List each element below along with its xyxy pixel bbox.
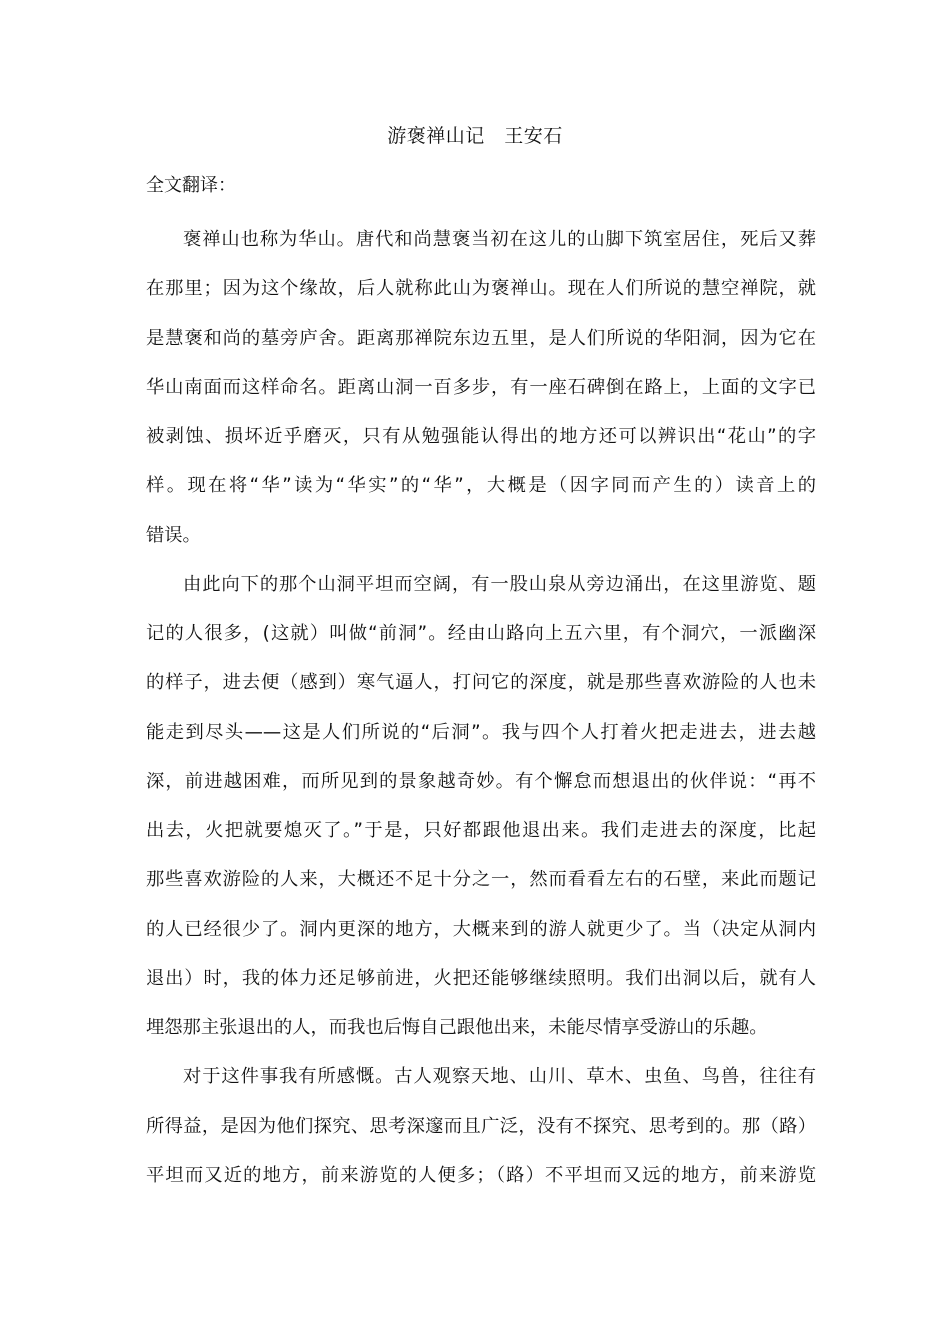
text-line: 出去，火把就要熄灭了。”于是，只好都跟他退出来。我们走进去的深度，比起: [146, 820, 816, 841]
translation-body: [146, 226, 816, 1211]
text-line: 所得益，是因为他们探究、思考深邃而且广泛，没有不探究、思考到的。那（路）: [146, 1115, 816, 1137]
text-line: 是慧褒和尚的墓旁庐舍。距离那禅院东边五里，是人们所说的华阳洞，因为它在: [146, 327, 816, 349]
text-line: 深，前进越困难，而所见到的景象越奇妙。有个懈怠而想退出的伙伴说：“再不: [146, 770, 816, 792]
document-title: 游褒禅山记 王安石: [387, 125, 563, 147]
text-line: 平坦而又近的地方，前来游览的人便多；（路）不平坦而又远的地方，前来游览: [146, 1164, 816, 1186]
text-line: 样。现在将“华”读为“华实”的“华”，大概是（因字同而产生的）读音上的: [146, 475, 816, 497]
text-line: 的样子，进去便（感到）寒气逼人，打问它的深度，就是那些喜欢游险的人也未: [146, 672, 816, 694]
text-line: 被剥蚀、损坏近乎磨灭，只有从勉强能认得出的地方还可以辨识出“花山”的字: [146, 426, 816, 447]
text-line: 能走到尽头——这是人们所说的“后洞”。我与四个人打着火把走进去，进去越: [146, 721, 816, 743]
text-line: 的人已经很少了。洞内更深的地方，大概来到的游人就更少了。当（决定从洞内: [146, 918, 816, 940]
text-line: 埋怨那主张退出的人，而我也后悔自己跟他出来，未能尽情享受游山的乐趣。: [146, 1017, 768, 1038]
section-heading: 全文翻译：: [146, 175, 236, 196]
text-line: 褒禅山也称为华山。唐代和尚慧褒当初在这儿的山脚下筑室居住，死后又葬: [183, 229, 816, 250]
text-line: 退出）时，我的体力还足够前进，火把还能够继续照明。我们出洞以后，就有人: [146, 967, 816, 989]
text-line: 由此向下的那个山洞平坦而空阔，有一股山泉从旁边涌出，在这里游览、题: [183, 573, 816, 595]
text-line: 对于这件事我有所感慨。古人观察天地、山川、草木、虫鱼、鸟兽，往往有: [183, 1066, 816, 1088]
text-line: 华山南面而这样命名。距离山洞一百多步，有一座石碑倒在路上，上面的文字已: [146, 376, 816, 398]
text-line: 记的人很多，(这就）叫做“前洞”。经由山路向上五六里，有个洞穴，一派幽深: [146, 623, 816, 644]
text-line: 那些喜欢游险的人来，大概还不足十分之一，然而看看左右的石壁，来此而题记: [146, 869, 816, 891]
text-line: 错误。: [146, 524, 201, 546]
text-line: 在那里；因为这个缘故，后人就称此山为褒禅山。现在人们所说的慧空禅院，就: [146, 278, 816, 300]
